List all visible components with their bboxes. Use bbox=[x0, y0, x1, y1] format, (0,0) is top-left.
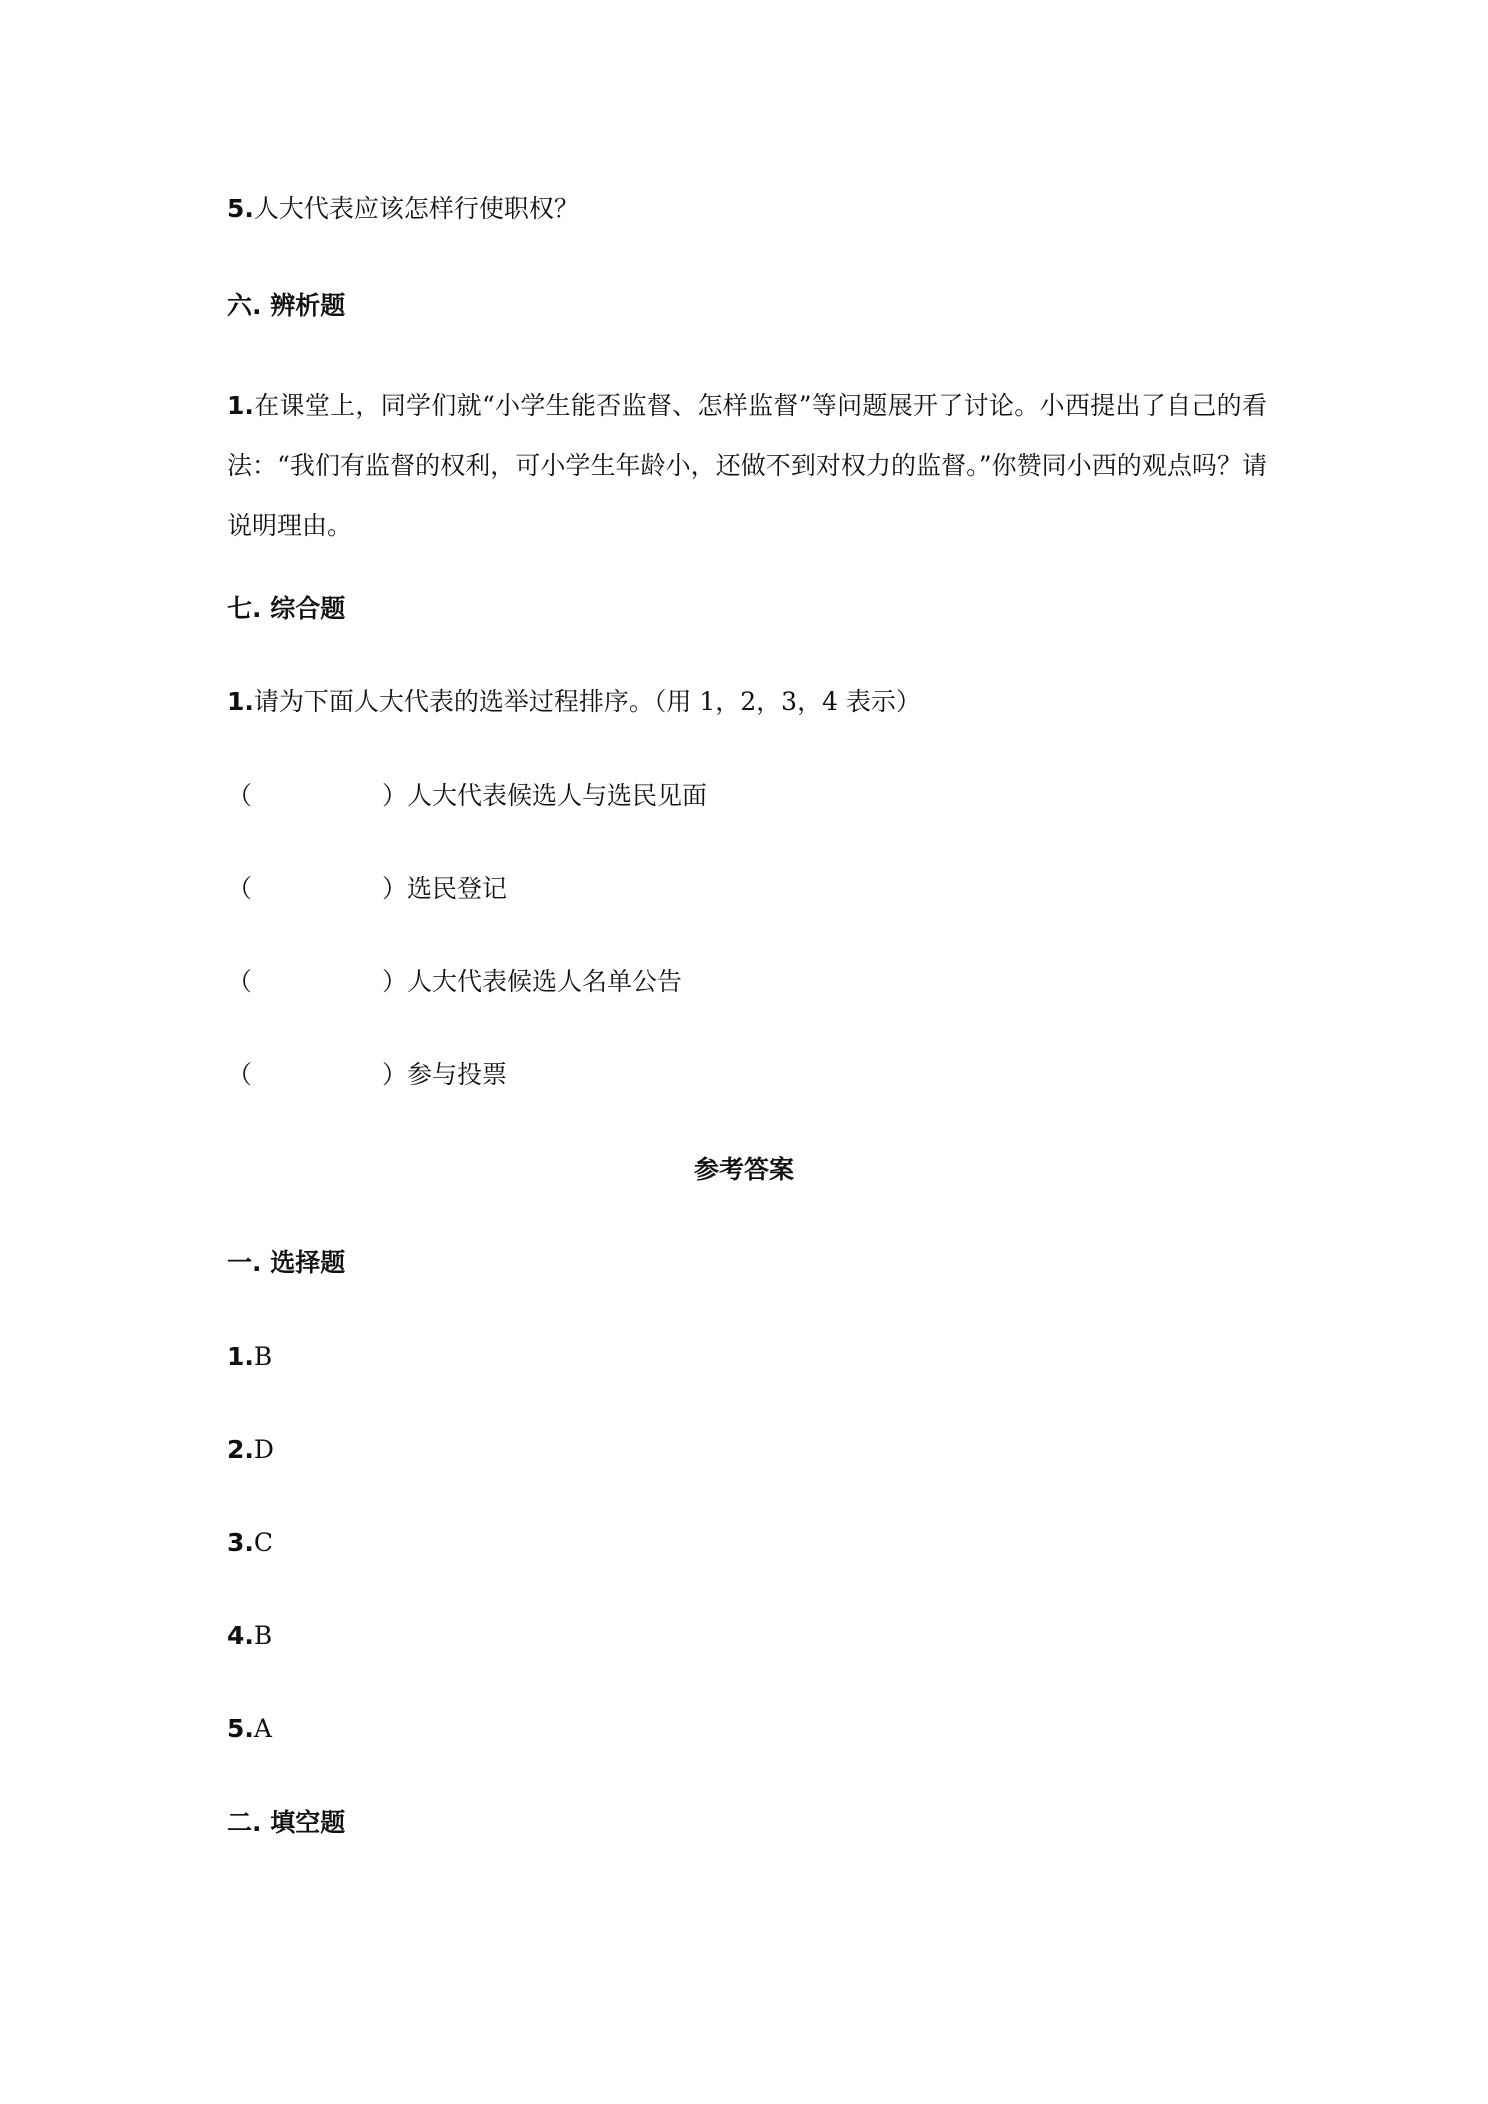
section-heading-comprehensive: 七. 综合题 bbox=[227, 594, 346, 623]
question-5 bbox=[227, 191, 579, 227]
open-paren: （ bbox=[227, 967, 253, 996]
question-number: 1. bbox=[227, 391, 254, 420]
answer-number: 5. bbox=[227, 1714, 254, 1743]
close-paren: ） bbox=[382, 874, 408, 903]
answer-value: A bbox=[253, 1714, 272, 1743]
section-heading-analysis: 六. 辨析题 bbox=[227, 291, 346, 320]
answer-value: B bbox=[253, 1621, 273, 1650]
item-text: 参与投票 bbox=[407, 1060, 508, 1089]
analysis-question-1 bbox=[227, 376, 1267, 556]
answer-number: 3. bbox=[227, 1528, 254, 1557]
answer-number: 4. bbox=[227, 1621, 254, 1650]
question-text: 请为下面人大代表的选举过程排序。（用 1，2，3，4 表示） bbox=[253, 687, 921, 716]
section-heading-fill-blank: 二. 填空题 bbox=[227, 1808, 346, 1837]
question-number: 1. bbox=[227, 687, 254, 716]
answers-title: 参考答案 bbox=[693, 1155, 794, 1184]
close-paren: ） bbox=[382, 967, 408, 996]
answer-value: C bbox=[253, 1528, 274, 1557]
section-heading-choice: 一. 选择题 bbox=[227, 1248, 346, 1277]
close-paren: ） bbox=[382, 1060, 408, 1089]
comprehensive-question-1 bbox=[227, 684, 921, 720]
ordering-item bbox=[227, 871, 507, 907]
ordering-item bbox=[227, 778, 707, 814]
question-text: 在课堂上，同学们就“小学生能否监督、怎样监督”等问题展开了讨论。小西提出了自己的看法：“我们有监督的权利，可小学生年龄小，还做不到对权力的监督。”你赞同小西的观点吗？请说明理由。 bbox=[227, 391, 1267, 540]
open-paren: （ bbox=[227, 1060, 253, 1089]
answer-item bbox=[227, 1711, 272, 1747]
close-paren: ） bbox=[382, 781, 408, 810]
open-paren: （ bbox=[227, 874, 253, 903]
answer-value: D bbox=[253, 1435, 274, 1464]
answer-item bbox=[227, 1339, 272, 1375]
answer-value: B bbox=[253, 1342, 273, 1371]
question-number: 5. bbox=[227, 194, 254, 223]
answer-item bbox=[227, 1432, 274, 1468]
item-text: 人大代表候选人与选民见面 bbox=[407, 781, 708, 810]
answer-number: 2. bbox=[227, 1435, 254, 1464]
question-text: 人大代表应该怎样行使职权？ bbox=[253, 194, 579, 223]
item-text: 人大代表候选人名单公告 bbox=[407, 967, 683, 996]
item-text: 选民登记 bbox=[407, 874, 508, 903]
answer-item bbox=[227, 1618, 272, 1654]
answer-item bbox=[227, 1525, 273, 1561]
ordering-item bbox=[227, 1057, 507, 1093]
ordering-item bbox=[227, 964, 682, 1000]
answer-number: 1. bbox=[227, 1342, 254, 1371]
open-paren: （ bbox=[227, 781, 253, 810]
